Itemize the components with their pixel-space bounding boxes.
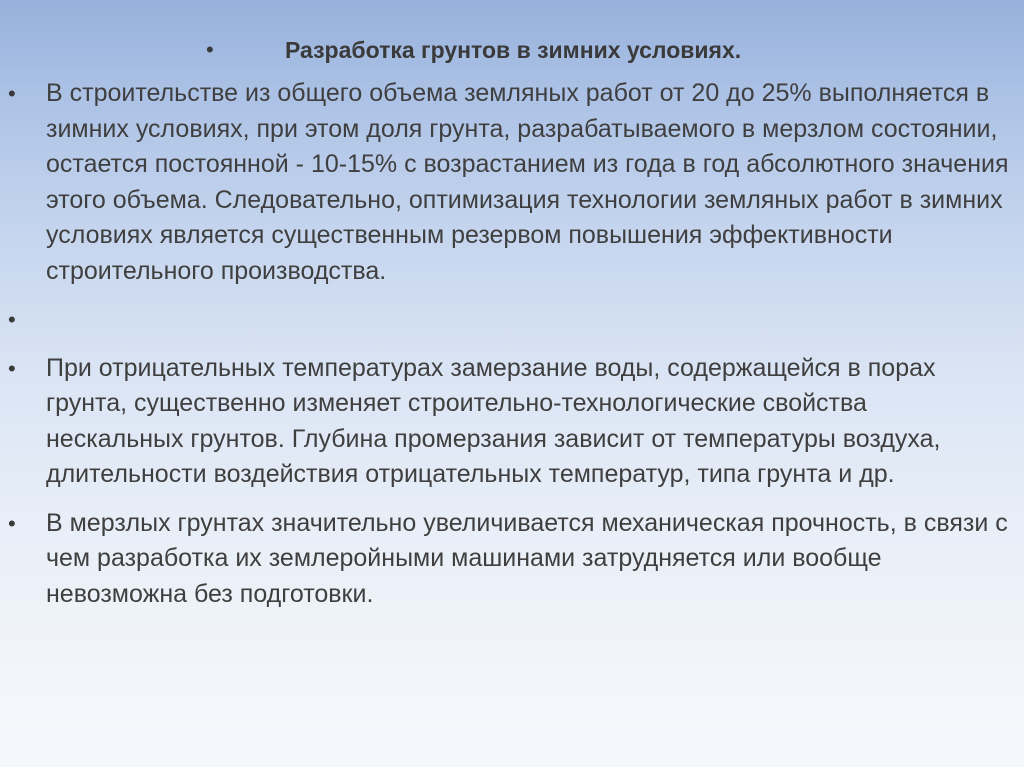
bullet-item-empty: [0, 302, 1024, 338]
bullet-item: [0, 506, 1024, 613]
bullet-item: [0, 76, 1024, 289]
bullet-text: В строительстве из общего объема земляных работ от 20 до 25% выполняется в зимних условиях, при этом доля грунта, разрабатываемого в мерзлом состоянии, остается постоянной - 10-15% с возрастанием из года в год абсолютного значения этого объема. Следовательно, оптимизация технологии земляных работ в зимних условиях является существенным резервом повышения эффективности строительного производства.: [46, 79, 1009, 285]
bullet-icon: •: [8, 81, 16, 106]
slide-title: Разработка грунтов в зимних условиях.: [285, 37, 742, 63]
bullet-text: При отрицательных температурах замерзание воды, содержащейся в порах грунта, существенно изменяет строительно-технологические свойства нескальных грунтов. Глубина промерзания зависит от температуры воздуха, длительности воздействия отрицательных температур, типа грунта и др.: [46, 353, 941, 488]
title-bullet-icon: •: [206, 37, 214, 62]
bullet-text: В мерзлых грунтах значительно увеличивается механическая прочность, в связи с чем разработка их землеройными машинами затрудняется или вообще невозможна без подготовки.: [46, 508, 1008, 608]
slide-title-row: [0, 30, 1024, 70]
bullet-item: [0, 351, 1024, 493]
bullet-list: [0, 76, 1024, 625]
bullet-icon: •: [8, 355, 16, 381]
bullet-icon: •: [8, 307, 16, 332]
bullet-icon: •: [8, 510, 16, 536]
